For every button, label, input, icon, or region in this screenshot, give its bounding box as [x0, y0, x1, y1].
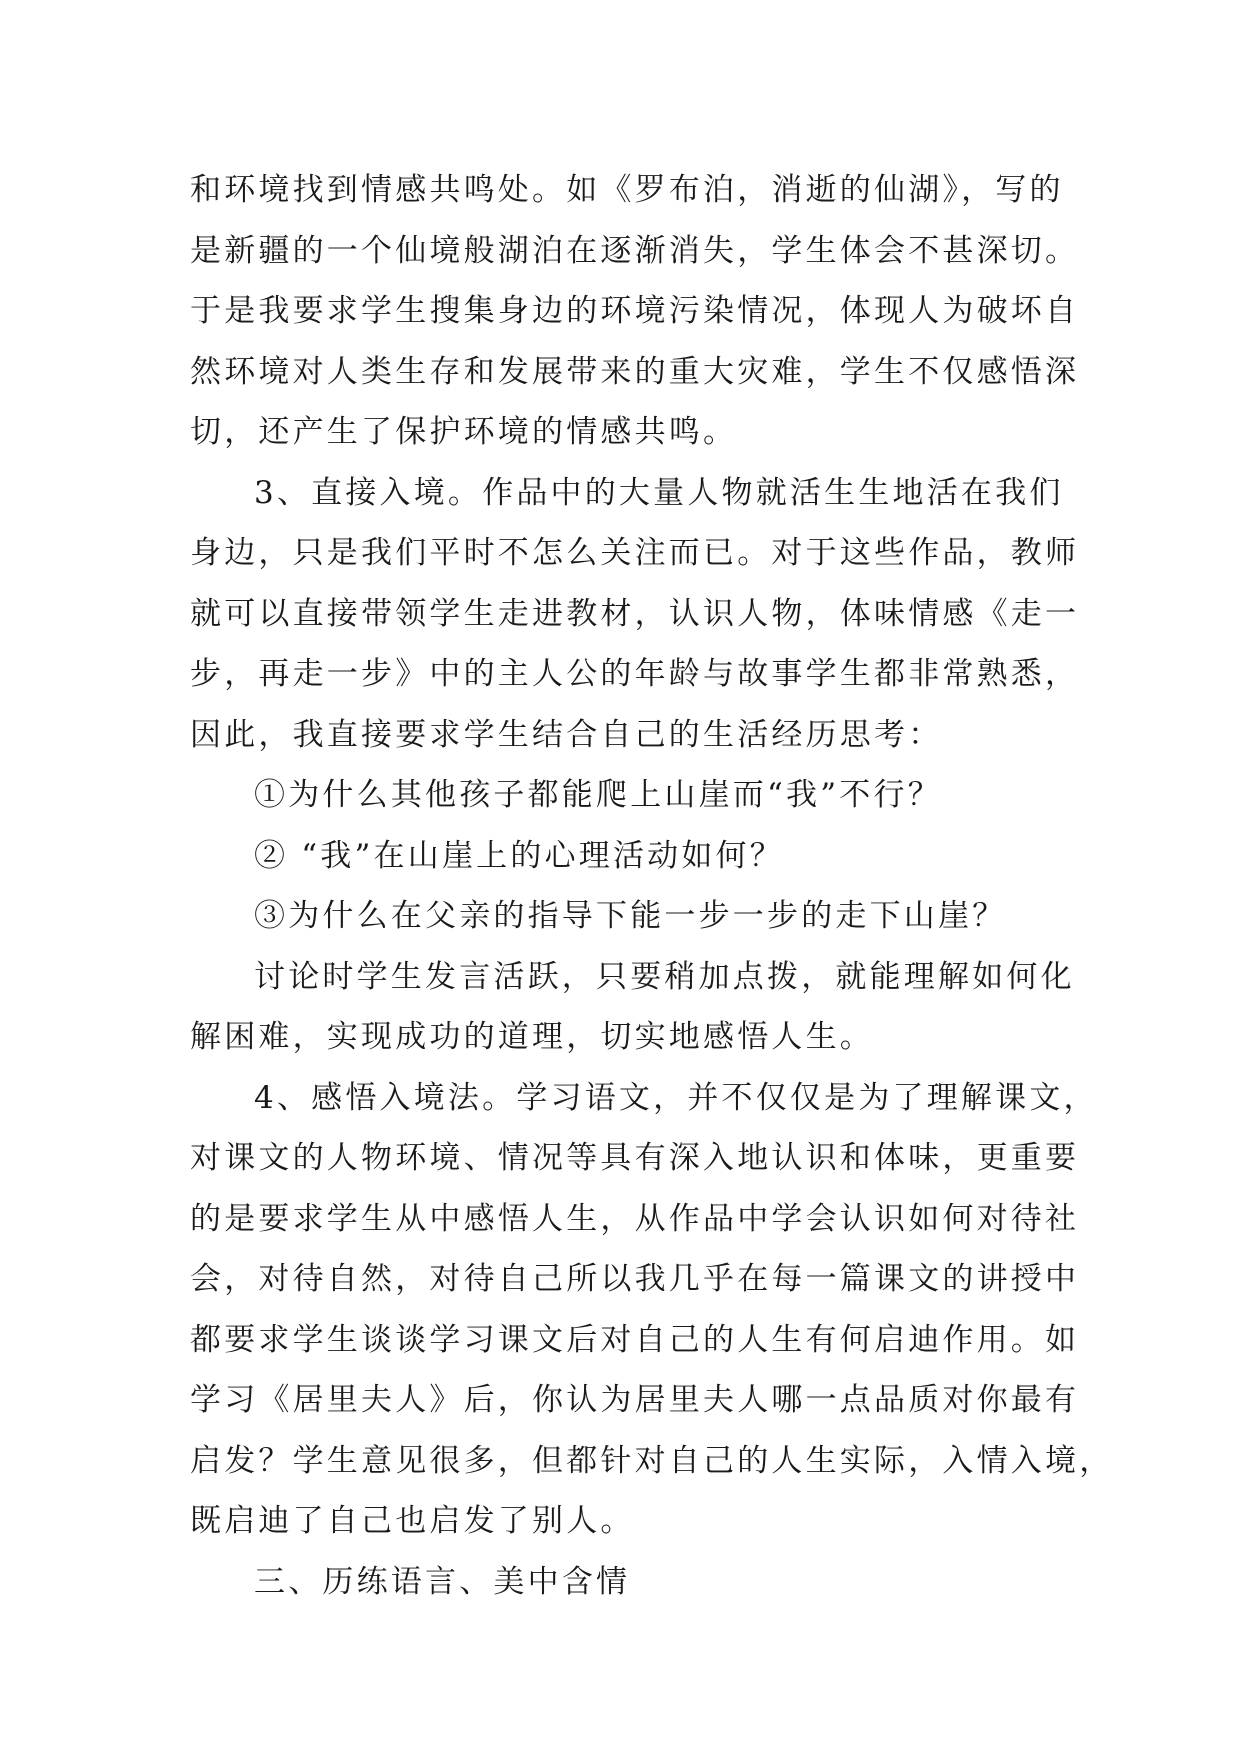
text-line: 于是我要求学生搜集身边的环境污染情况，体现人为破坏自 — [190, 293, 1080, 329]
text-line: 会，对待自然，对待自己所以我几乎在每一篇课文的讲授中 — [190, 1261, 1080, 1297]
text-line: 都要求学生谈谈学习课文后对自己的人生有何启迪作用。如 — [190, 1321, 1080, 1358]
text-line: 和环境找到情感共鸣处。如《罗布泊，消逝的仙湖》，写的 — [190, 172, 1064, 208]
text-line: 就可以直接带领学生走进教材，认识人物，体味情感《走一 — [190, 595, 1080, 632]
text-line: 3、直接入境。作品中的大量人物就活生生地活在我们 — [254, 474, 1064, 511]
text-line: 启发？学生意见很多，但都针对自己的人生实际，入情入境， — [190, 1442, 1114, 1479]
text-line: 然环境对人类生存和发展带来的重大灾难，学生不仅感悟深 — [190, 353, 1080, 390]
text-line: 的是要求学生从中感悟人生，从作品中学会认识如何对待社 — [190, 1200, 1080, 1237]
text-line: 学习《居里夫人》后，你认为居里夫人哪一点品质对你最有 — [190, 1382, 1080, 1418]
text-line: ③为什么在父亲的指导下能一步一步的走下山崖？ — [254, 898, 1007, 934]
text-line: ①为什么其他孩子都能爬上山崖而“我”不行？ — [254, 777, 942, 813]
text-line: 身边，只是我们平时不怎么关注而已。对于这些作品，教师 — [190, 535, 1080, 571]
text-line: 4、感悟入境法。学习语文，并不仅仅是为了理解课文， — [254, 1079, 1098, 1116]
text-line: 既启迪了自己也启发了别人。 — [190, 1503, 635, 1539]
text-line: 步，再走一步》中的主人公的年龄与故事学生都非常熟悉， — [190, 656, 1080, 692]
text-line: 是新疆的一个仙境般湖泊在逐渐消失，学生体会不甚深切。 — [190, 232, 1080, 269]
body-text — [190, 160, 1114, 1612]
text-line: 解困难，实现成功的道理，切实地感悟人生。 — [190, 1019, 874, 1055]
text-line: 讨论时学生发言活跃，只要稍加点拨，就能理解如何化 — [254, 958, 1075, 995]
text-line: 因此，我直接要求学生结合自己的生活经历思考： — [190, 716, 943, 753]
text-line: 对课文的人物环境、情况等具有深入地认识和体味，更重要 — [190, 1140, 1080, 1176]
text-line: 三、历练语言、美中含情 — [254, 1563, 631, 1600]
text-line: ② “我”在山崖上的心理活动如何？ — [254, 837, 784, 874]
text-line: 切，还产生了保护环境的情感共鸣。 — [190, 414, 738, 450]
